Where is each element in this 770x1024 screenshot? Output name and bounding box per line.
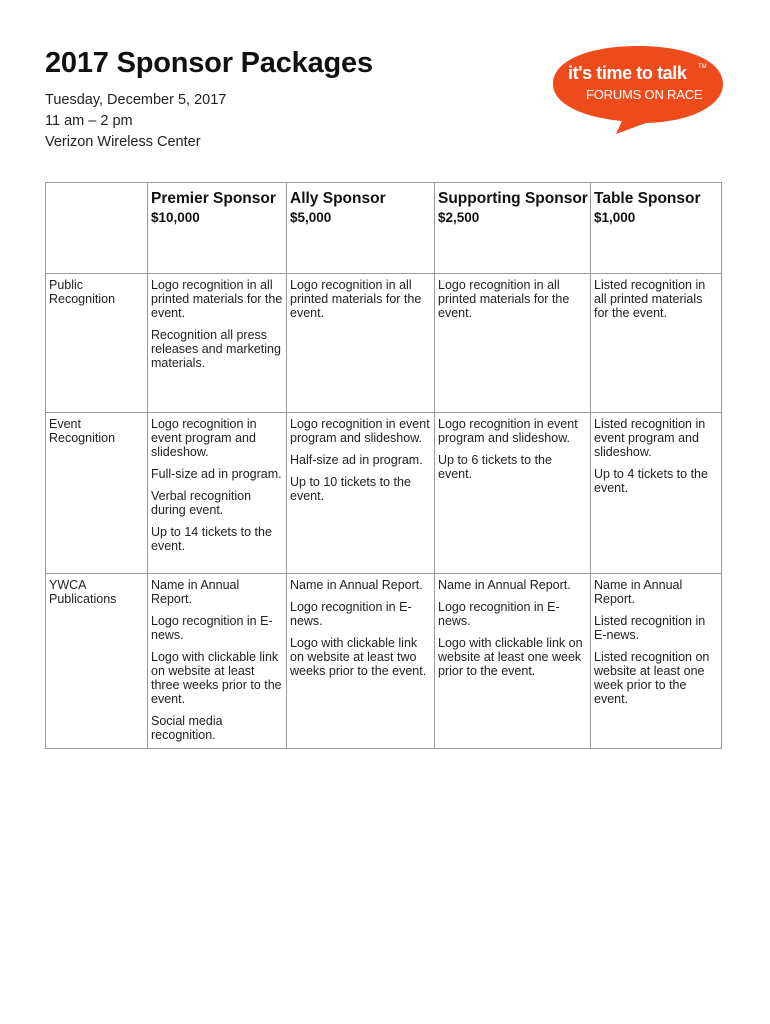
cell-table [591, 274, 722, 413]
benefit-item: Logo with clickable link on website at least one week prior to the event. [438, 636, 583, 678]
table-row [46, 413, 722, 574]
row-label-line: Recognition [49, 431, 116, 445]
row-label-line: Recognition [49, 292, 116, 306]
row-label-event-recognition [46, 413, 148, 574]
cell-premier [148, 574, 287, 749]
tier-name: Ally Sponsor [290, 190, 386, 207]
event-date: Tuesday, December 5, 2017 [45, 92, 227, 108]
row-label-line: Publications [49, 592, 117, 606]
benefit-item: Recognition all press releases and marketing materials. [151, 328, 281, 370]
tier-price: $10,000 [151, 210, 200, 225]
sponsor-packages-table [45, 182, 722, 749]
benefit-item: Verbal recognition during event. [151, 489, 252, 517]
cell-table [591, 574, 722, 749]
cell-supporting [435, 274, 591, 413]
cell-ally [287, 574, 435, 749]
document-header [45, 46, 373, 153]
benefit-item: Logo with clickable link on website at least two weeks prior to the event. [290, 636, 427, 678]
cell-table [591, 413, 722, 574]
benefit-item: Name in Annual Report. [438, 578, 571, 592]
corner-cell [46, 183, 148, 274]
benefit-item: Listed recognition in E-news. [594, 614, 706, 642]
benefit-item: Half-size ad in program. [290, 453, 423, 467]
cell-supporting [435, 574, 591, 749]
table-header-row [46, 183, 722, 274]
benefit-item: Logo recognition in event program and slideshow. [151, 417, 257, 459]
forums-on-race-logo [550, 44, 726, 136]
table-row [46, 274, 722, 413]
tier-header-supporting [435, 183, 591, 274]
tier-name: Table Sponsor [594, 190, 701, 207]
benefit-item: Logo recognition in E-news. [151, 614, 273, 642]
tier-price: $1,000 [594, 210, 636, 225]
benefit-item: Social media recognition. [151, 714, 223, 742]
row-label-line: YWCA [49, 578, 87, 592]
row-label-public-recognition [46, 274, 148, 413]
benefit-item: Listed recognition in all printed materials for the event. [594, 278, 706, 320]
benefit-item: Up to 4 tickets to the event. [594, 467, 708, 495]
event-time: 11 am – 2 pm [45, 113, 133, 129]
benefit-item: Logo recognition in all printed materials for the event. [438, 278, 570, 320]
tier-header-premier [148, 183, 287, 274]
benefit-item: Full-size ad in program. [151, 467, 282, 481]
benefit-item: Logo recognition in event program and slideshow. [290, 417, 430, 445]
row-label-line: Public [49, 278, 84, 292]
tier-price: $2,500 [438, 210, 480, 225]
cell-ally [287, 413, 435, 574]
benefit-item: Listed recognition on website at least one week prior to the event. [594, 650, 710, 706]
cell-premier [148, 413, 287, 574]
table-row [46, 574, 722, 749]
benefit-item: Up to 10 tickets to the event. [290, 475, 411, 503]
benefit-item: Up to 14 tickets to the event. [151, 525, 272, 553]
cell-ally [287, 274, 435, 413]
logo-tagline: it's time to talk [568, 63, 687, 83]
row-label-ywca-publications [46, 574, 148, 749]
row-label-line: Event [49, 417, 81, 431]
cell-premier [148, 274, 287, 413]
event-venue: Verizon Wireless Center [45, 134, 201, 150]
page-title: 2017 Sponsor Packages [45, 47, 373, 79]
benefit-item: Listed recognition in event program and slideshow. [594, 417, 706, 459]
benefit-item: Logo recognition in E-news. [438, 600, 560, 628]
benefit-item: Logo with clickable link on website at least three weeks prior to the event. [151, 650, 282, 706]
cell-supporting [435, 413, 591, 574]
benefit-item: Logo recognition in all printed materials for the event. [151, 278, 283, 320]
benefit-item: Name in Annual Report. [151, 578, 240, 606]
benefit-item: Logo recognition in E-news. [290, 600, 412, 628]
benefit-item: Logo recognition in all printed materials for the event. [290, 278, 422, 320]
benefit-item: Name in Annual Report. [594, 578, 683, 606]
benefit-item: Name in Annual Report. [290, 578, 423, 592]
benefit-item: Up to 6 tickets to the event. [438, 453, 552, 481]
tier-header-table [591, 183, 722, 274]
benefit-item: Logo recognition in event program and slideshow. [438, 417, 578, 445]
tier-header-ally [287, 183, 435, 274]
tier-name: Premier Sponsor [151, 190, 276, 207]
logo-subtitle: FORUMS ON RACE [586, 87, 703, 102]
logo-trademark: TM [698, 64, 707, 70]
tier-price: $5,000 [290, 210, 332, 225]
tier-name: Supporting Sponsor [438, 190, 588, 207]
